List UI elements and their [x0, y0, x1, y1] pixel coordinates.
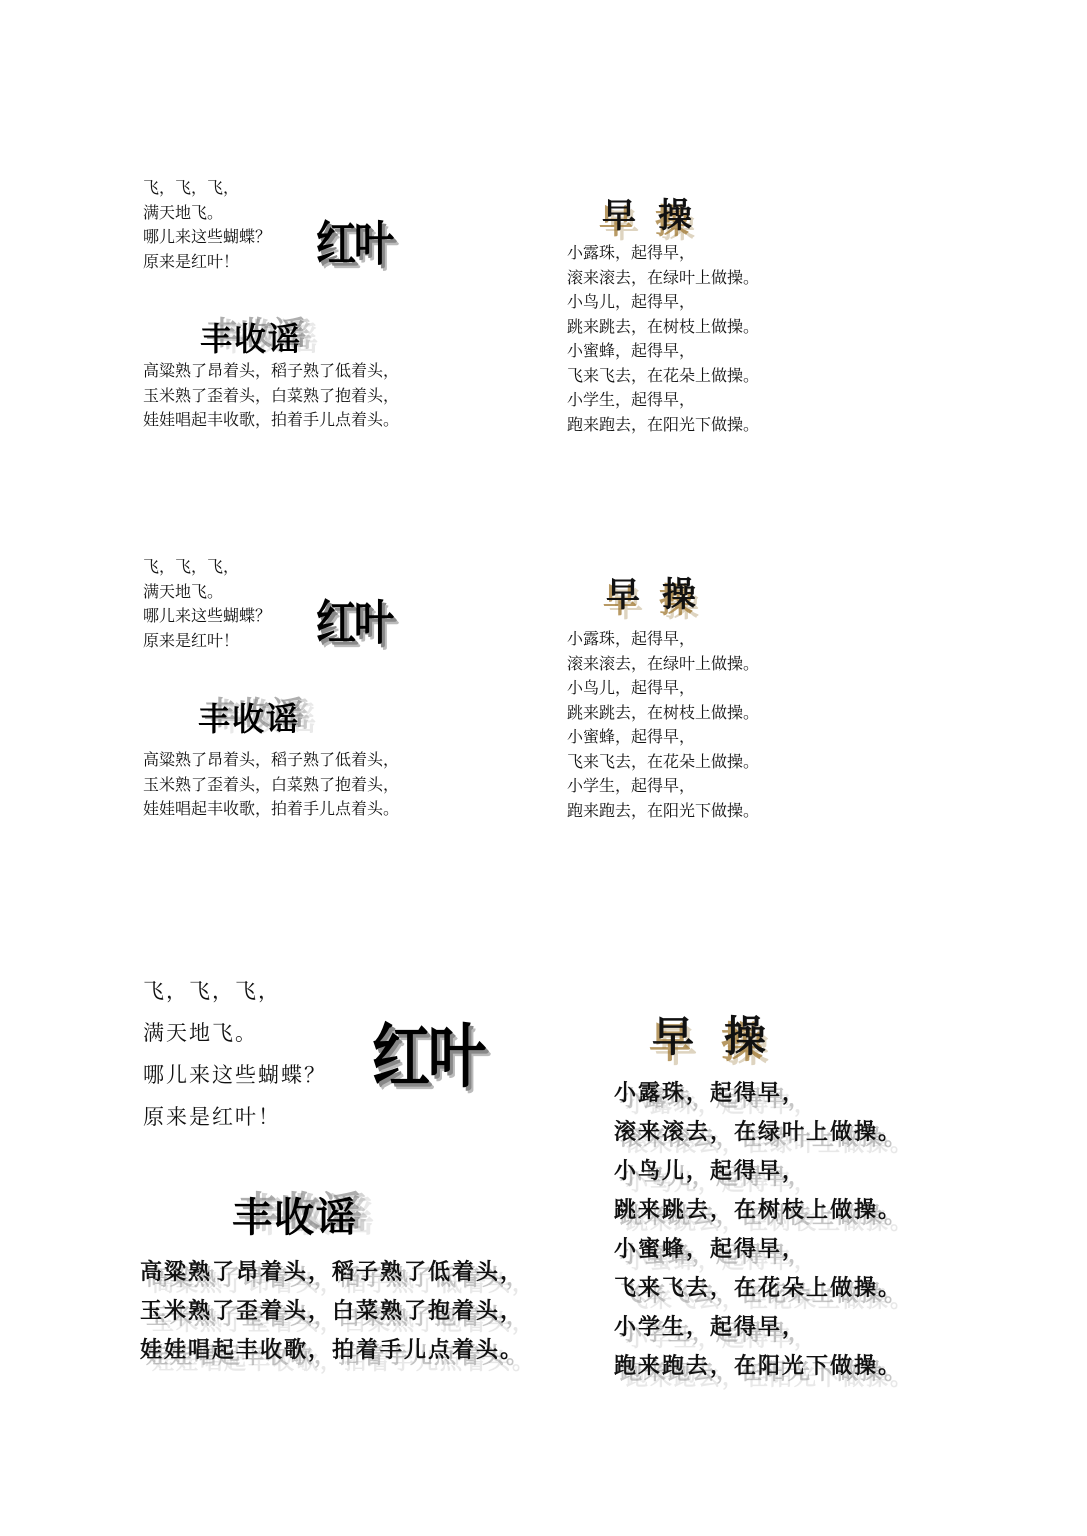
poem-line: 跳来跳去，在树枝上做操。 — [567, 702, 760, 722]
poem-line: 满天地飞。 — [143, 1021, 258, 1045]
poem-line: 飞来飞去，在花朵上做操。 — [614, 1275, 903, 1301]
poem-line: 小鸟儿，起得早， — [567, 678, 696, 697]
poem-line: 飞，飞，飞， — [143, 979, 281, 1003]
hongye-title-3: 红叶 — [372, 1015, 485, 1098]
poem-line: 小露珠，起得早， — [567, 629, 696, 648]
poem-line: 飞来飞去，在花朵上做操。 — [567, 365, 760, 385]
poem-line: 高粱熟了昂着头，稻子熟了低着头， — [143, 361, 400, 380]
zaocao-title-2: 早操 — [606, 575, 718, 615]
zaocao-poem-1 — [567, 241, 759, 437]
poem-line: 娃娃唱起丰收歌，拍着手儿点着头。 — [143, 410, 400, 429]
poem-line: 高粱熟了昂着头，稻子熟了低着头， — [143, 750, 400, 769]
poem-line: 滚来滚去，在绿叶上做操。 — [567, 267, 760, 287]
fengshou-poem-2 — [143, 748, 399, 822]
poem-line: 小蜜蜂，起得早， — [567, 727, 696, 746]
poem-line: 玉米熟了歪着头，白菜熟了抱着头， — [143, 774, 400, 794]
hongye-title-2: 红叶 — [316, 595, 392, 651]
poem-line: 小露珠，起得早， — [614, 1080, 807, 1106]
poem-line: 跳来跳去，在树枝上做操。 — [614, 1197, 903, 1223]
poem-line: 满天地飞。 — [143, 202, 224, 222]
poem-line: 小蜜蜂，起得早， — [614, 1236, 807, 1262]
zaocao-title-1: 早操 — [602, 196, 714, 236]
hongye-poem-2 — [143, 555, 271, 653]
poem-line: 原来是红叶！ — [143, 251, 240, 271]
poem-line: 哪儿来这些蝴蝶？ — [143, 606, 272, 625]
poem-line: 原来是红叶！ — [143, 1105, 281, 1129]
poem-line: 小学生，起得早， — [567, 776, 696, 795]
poem-line: 飞来飞去，在花朵上做操。 — [567, 751, 760, 771]
poem-line: 小鸟儿，起得早， — [567, 292, 696, 311]
poem-line: 小鸟儿，起得早， — [614, 1158, 807, 1184]
zaocao-title-3: 早操 — [652, 1012, 797, 1061]
poem-line: 小学生，起得早， — [567, 390, 696, 409]
poem-line: 跳来跳去，在树枝上做操。 — [567, 316, 760, 336]
poem-line: 小露珠，起得早， — [567, 243, 696, 262]
fengshou-title-3: 丰收谣 — [232, 1195, 358, 1241]
poem-line: 娃娃唱起丰收歌，拍着手儿点着头。 — [143, 799, 400, 818]
zaocao-poem-2 — [567, 627, 759, 823]
fengshou-poem-3 — [140, 1253, 524, 1370]
poem-line: 娃娃唱起丰收歌，拍着手儿点着头。 — [140, 1337, 525, 1363]
poem-line: 哪儿来这些蝴蝶？ — [143, 227, 272, 246]
poem-line: 跑来跑去，在阳光下做操。 — [614, 1353, 903, 1379]
poem-line: 小蜜蜂，起得早， — [567, 341, 696, 360]
hongye-title-1: 红叶 — [316, 216, 392, 272]
poem-line: 满天地飞。 — [143, 581, 224, 601]
poem-line: 跑来跑去，在阳光下做操。 — [567, 800, 760, 820]
poem-line: 滚来滚去，在绿叶上做操。 — [614, 1119, 903, 1145]
poem-line: 原来是红叶！ — [143, 630, 240, 650]
poem-line: 跑来跑去，在阳光下做操。 — [567, 414, 760, 434]
poem-line: 玉米熟了歪着头，白菜熟了抱着头， — [140, 1298, 525, 1324]
poem-line: 高粱熟了昂着头，稻子熟了低着头， — [140, 1259, 525, 1285]
fengshou-poem-1 — [143, 359, 399, 433]
poem-line: 飞，飞，飞， — [143, 557, 240, 576]
poem-line: 玉米熟了歪着头，白菜熟了抱着头， — [143, 385, 400, 405]
fengshou-title-2: 丰收谣 — [198, 700, 301, 738]
poem-line: 哪儿来这些蝴蝶？ — [143, 1063, 327, 1087]
hongye-poem-1 — [143, 176, 271, 274]
poem-line: 飞，飞，飞， — [143, 178, 240, 197]
fengshou-title-1: 丰收谣 — [200, 320, 303, 358]
poem-line: 小学生，起得早， — [614, 1314, 807, 1340]
zaocao-poem-3 — [614, 1074, 902, 1386]
hongye-poem-3 — [143, 970, 327, 1138]
poem-line: 滚来滚去，在绿叶上做操。 — [567, 653, 760, 673]
